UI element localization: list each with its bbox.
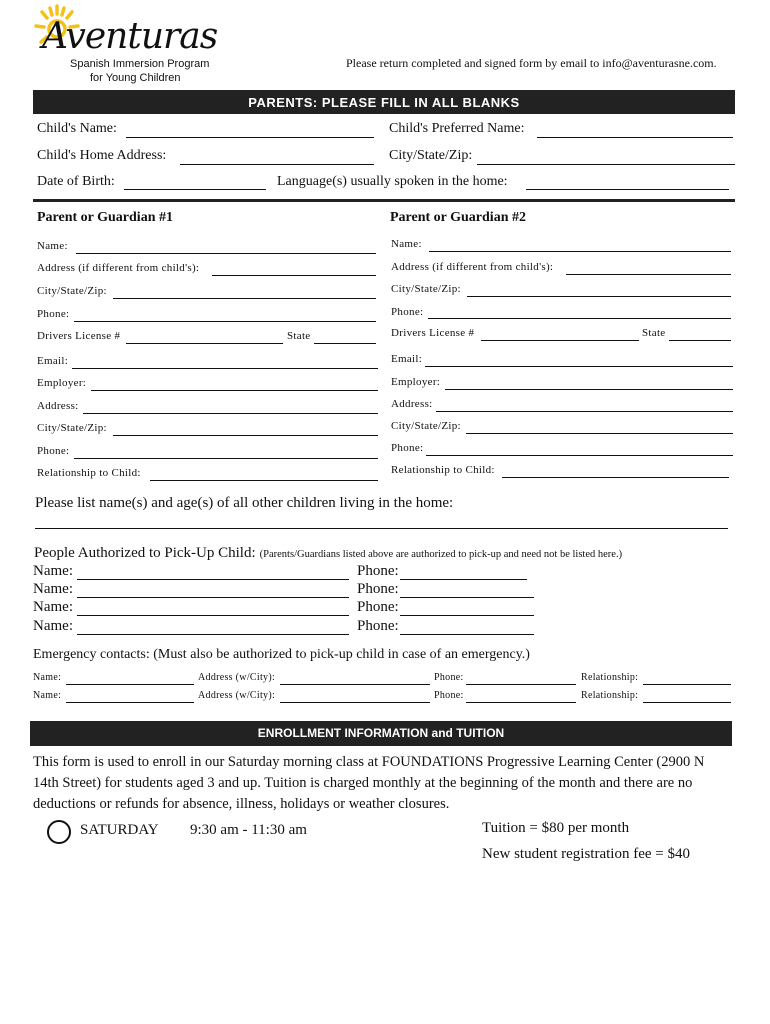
pickup-name-field[interactable] <box>77 597 349 598</box>
enrollment-description: This form is used to enroll in our Saturday morning class at FOUNDATIONS Progressive Learning Center (2900 N 14th Street) for students aged 3 and up. Tuition is charged monthly at the beginning of the month and there are no deductions or refunds for absence, illness, holidays or weather closures. <box>33 754 705 812</box>
childs-preferred-name-label: Child's Preferred Name: <box>389 121 525 136</box>
other-children-field[interactable] <box>35 528 728 529</box>
g1-name-label: Name: <box>37 240 68 252</box>
g2-name-label: Name: <box>391 238 422 250</box>
pickup-phone-field[interactable] <box>400 597 534 598</box>
childs-preferred-name-field[interactable] <box>537 137 733 138</box>
g1-email-label: Email: <box>37 355 69 367</box>
g1-license-label: Drivers License # <box>37 330 121 342</box>
option-time: 9:30 am - 11:30 am <box>190 822 307 838</box>
g2-employer-phone-label: Phone: <box>391 442 424 454</box>
g2-address-field[interactable] <box>566 274 731 275</box>
em-name-label: Name: <box>33 690 62 701</box>
em-relationship-label: Relationship: <box>581 690 639 701</box>
em-address-field[interactable] <box>280 702 430 703</box>
g2-email-field[interactable] <box>425 366 733 367</box>
parents-section-title: PARENTS: PLEASE FILL IN ALL BLANKS <box>248 95 520 110</box>
g2-employer-city-label: City/State/Zip: <box>391 420 461 432</box>
date-of-birth-field[interactable] <box>124 189 266 190</box>
childs-home-address-field[interactable] <box>180 164 374 165</box>
childs-home-address-label: Child's Home Address: <box>37 148 167 163</box>
g1-phone-label: Phone: <box>37 308 70 320</box>
g1-employer-city-field[interactable] <box>113 435 378 436</box>
pickup-phone-label: Phone: <box>357 581 399 597</box>
g1-employer-address-field[interactable] <box>83 413 378 414</box>
em-phone-label: Phone: <box>434 672 464 683</box>
g1-address-field[interactable] <box>212 275 376 276</box>
option-day: SATURDAY <box>80 822 159 838</box>
saturday-radio[interactable] <box>47 820 71 844</box>
pickup-heading-row <box>34 544 622 562</box>
pickup-heading: People Authorized to Pick-Up Child: <box>34 545 256 561</box>
em-address-label: Address (w/City): <box>198 690 276 701</box>
enrollment-section-bar <box>30 721 732 746</box>
g2-email-label: Email: <box>391 353 423 365</box>
pickup-name-label: Name: <box>33 581 73 597</box>
g2-employer-address-field[interactable] <box>436 411 733 412</box>
childs-name-field[interactable] <box>126 137 374 138</box>
pickup-phone-field[interactable] <box>400 579 527 580</box>
pickup-phone-label: Phone: <box>357 599 399 615</box>
childs-name-label: Child's Name: <box>37 121 117 136</box>
pickup-name-field[interactable] <box>77 634 349 635</box>
g2-employer-label: Employer: <box>391 376 441 388</box>
em-name-label: Name: <box>33 672 62 683</box>
g1-address-label: Address (if different from child's): <box>37 262 200 274</box>
em-name-field[interactable] <box>66 684 194 685</box>
em-relationship-label: Relationship: <box>581 672 639 683</box>
g1-employer-city-label: City/State/Zip: <box>37 422 107 434</box>
em-name-field[interactable] <box>66 702 194 703</box>
g2-license-label: Drivers License # <box>391 327 475 339</box>
pickup-name-field[interactable] <box>77 579 349 580</box>
g1-state-label: State <box>287 330 311 342</box>
child-city-state-zip-field[interactable] <box>477 164 735 165</box>
guardian2-heading: Parent or Guardian #2 <box>390 210 526 225</box>
registration-fee-text: New student registration fee = $40 <box>482 846 690 862</box>
pickup-phone-field[interactable] <box>400 615 534 616</box>
pickup-note: (Parents/Guardians listed above are authorized to pick-up and need not be listed here.) <box>259 549 623 560</box>
em-phone-field[interactable] <box>466 684 576 685</box>
pickup-phone-field[interactable] <box>400 634 534 635</box>
g2-employer-phone-field[interactable] <box>426 455 733 456</box>
g1-email-field[interactable] <box>72 368 378 369</box>
pickup-phone-label: Phone: <box>357 563 399 579</box>
g1-license-field[interactable] <box>126 343 283 344</box>
g1-name-field[interactable] <box>76 253 376 254</box>
pickup-name-label: Name: <box>33 563 73 579</box>
parents-section-bar <box>33 90 735 114</box>
languages-field[interactable] <box>526 189 729 190</box>
logo-tagline-1: Spanish Immersion Program <box>70 58 210 70</box>
logo-wordmark: Aventuras <box>42 16 218 57</box>
em-address-field[interactable] <box>280 684 430 685</box>
g2-name-field[interactable] <box>429 251 731 252</box>
tuition-text: Tuition = $80 per month <box>482 820 630 836</box>
g2-employer-city-field[interactable] <box>466 433 733 434</box>
g1-city-label: City/State/Zip: <box>37 285 107 297</box>
g1-relationship-field[interactable] <box>150 480 378 481</box>
return-note: Please return completed and signed form by email to info@aventurasne.com. <box>346 56 717 70</box>
languages-label: Language(s) usually spoken in the home: <box>277 174 508 189</box>
g2-city-field[interactable] <box>467 296 731 297</box>
g1-city-field[interactable] <box>113 298 376 299</box>
g1-employer-address-label: Address: <box>37 400 79 412</box>
em-relationship-field[interactable] <box>643 702 731 703</box>
g2-state-label: State <box>642 327 666 339</box>
section-divider <box>33 199 735 202</box>
g1-state-field[interactable] <box>314 343 376 344</box>
g2-license-field[interactable] <box>481 340 639 341</box>
logo <box>28 2 218 90</box>
g2-address-label: Address (if different from child's): <box>391 261 554 273</box>
g2-state-field[interactable] <box>669 340 731 341</box>
pickup-name-label: Name: <box>33 599 73 615</box>
g2-phone-field[interactable] <box>428 318 731 319</box>
g1-employer-phone-label: Phone: <box>37 445 70 457</box>
em-address-label: Address (w/City): <box>198 672 276 683</box>
g2-phone-label: Phone: <box>391 306 424 318</box>
em-phone-field[interactable] <box>466 702 576 703</box>
g2-relationship-field[interactable] <box>502 477 729 478</box>
g2-employer-field[interactable] <box>445 389 733 390</box>
g2-relationship-label: Relationship to Child: <box>391 464 495 476</box>
g1-employer-label: Employer: <box>37 377 87 389</box>
logo-tagline-2: for Young Children <box>90 72 181 84</box>
guardian1-heading: Parent or Guardian #1 <box>37 210 173 225</box>
em-phone-label: Phone: <box>434 690 464 701</box>
emergency-heading: Emergency contacts: (Must also be authorized to pick-up child in case of an emergency.) <box>33 647 530 662</box>
pickup-phone-label: Phone: <box>357 618 399 634</box>
g1-phone-field[interactable] <box>74 321 376 322</box>
g1-employer-phone-field[interactable] <box>74 458 378 459</box>
g1-relationship-label: Relationship to Child: <box>37 467 141 479</box>
child-city-state-zip-label: City/State/Zip: <box>389 148 473 163</box>
date-of-birth-label: Date of Birth: <box>37 174 115 189</box>
g1-employer-field[interactable] <box>91 390 378 391</box>
pickup-name-label: Name: <box>33 618 73 634</box>
g2-city-label: City/State/Zip: <box>391 283 461 295</box>
other-children-prompt: Please list name(s) and age(s) of all other children living in the home: <box>35 495 454 511</box>
em-relationship-field[interactable] <box>643 684 731 685</box>
pickup-name-field[interactable] <box>77 615 349 616</box>
g2-employer-address-label: Address: <box>391 398 433 410</box>
enrollment-section-title: ENROLLMENT INFORMATION and TUITION <box>257 726 505 740</box>
